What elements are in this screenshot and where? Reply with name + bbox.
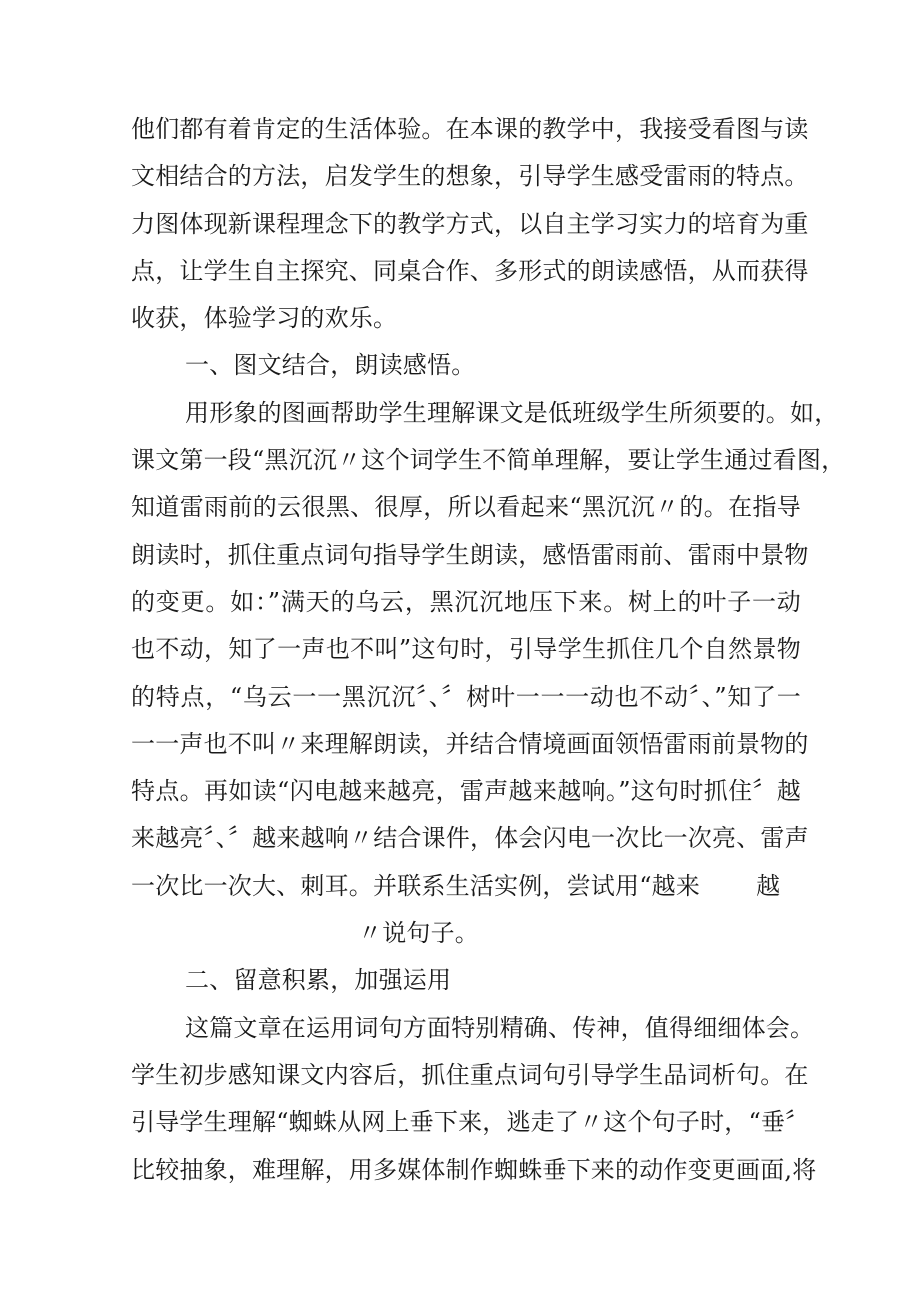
paragraph-2-line-5: 的变更。如：”满天的乌云，黑沉沉地压下来。树上的叶子一动 bbox=[131, 587, 801, 616]
paragraph-2-line-1: 用形象的图画帮助学生理解课文是低班级学生所须要的。如， bbox=[185, 398, 839, 427]
paragraph-2-line-4: 朗读时，抓住重点词句指导学生朗读，感悟雷雨前、雷雨中景物 bbox=[131, 540, 809, 569]
paragraph-2-line-6: 也不动，知了一声也不叫”这句时，引导学生抓住几个自然景物 bbox=[131, 635, 801, 664]
section-heading-1: 一、图文结合，朗读感悟。 bbox=[185, 351, 476, 380]
fill-in-sentence-middle: 越 bbox=[756, 871, 781, 900]
paragraph-1-line-1: 他们都有着肯定的生活体验。在本课的教学中，我接受看图与读 bbox=[131, 115, 809, 143]
paragraph-1-line-2: 文相结合的方法，启发学生的想象，引导学生感受雷雨的特点。 bbox=[131, 162, 809, 191]
paragraph-2-line-3: 知道雷雨前的云很黑、很厚，所以看起来“黑沉沉〃的。在指导 bbox=[131, 493, 801, 522]
paragraph-2-line-9: 特点。再如读“闪电越来越亮，雷声越来越响。”这句时抓住〞越 bbox=[131, 777, 801, 806]
paragraph-2-line-10: 来越亮〞、〞越来越响〃结合课件，体会闪电一次比一次亮、雷声 bbox=[131, 824, 809, 853]
fill-in-sentence-start: 一次比一次大、刺耳。并联系生活实例，尝试用“越来 bbox=[131, 871, 701, 900]
paragraph-3-line-1: 这篇文章在运用词句方面特别精确、传神，值得细细体会。 bbox=[185, 1013, 815, 1042]
paragraph-1-line-5: 收获，体验学习的欢乐。 bbox=[131, 304, 398, 333]
paragraph-2-line-7: 的特点，“乌云一一黑沉沉〞、〞树叶一一一动也不动〞、”知了一 bbox=[131, 682, 801, 711]
paragraph-3-line-3: 引导学生理解“蜘蛛从网上垂下来，逃走了〃这个句子时，“垂〞 bbox=[131, 1108, 810, 1137]
paragraph-1-line-3: 力图体现新课程理念下的教学方式，以自主学习实力的培育为重 bbox=[131, 209, 809, 238]
document-body bbox=[131, 106, 846, 1194]
paragraph-3-line-2: 学生初步感知课文内容后，抓住重点词句引导学生品词析句。在 bbox=[131, 1060, 809, 1089]
paragraph-2-line-2: 课文第一段“黑沉沉〃这个词学生不简单理解，要让学生通过看图， bbox=[131, 446, 846, 475]
paragraph-1-line-4: 点，让学生自主探究、同桌合作、多形式的朗读感悟，从而获得 bbox=[131, 256, 809, 285]
paragraph-2-line-12 bbox=[131, 910, 801, 957]
fill-in-sentence-end: 〃说句子。 bbox=[358, 919, 479, 948]
paragraph-3-line-4: 比较抽象，难理解，用多媒体制作蜘蛛垂下来的动作变更画面,将 bbox=[131, 1155, 817, 1184]
paragraph-2-line-8: 一一声也不叫〃来理解朗读，并结合情境画面领悟雷雨前景物的 bbox=[131, 729, 809, 758]
section-heading-2: 二、留意积累，加强运用 bbox=[185, 966, 452, 995]
paragraph-2-line-11 bbox=[131, 863, 801, 910]
